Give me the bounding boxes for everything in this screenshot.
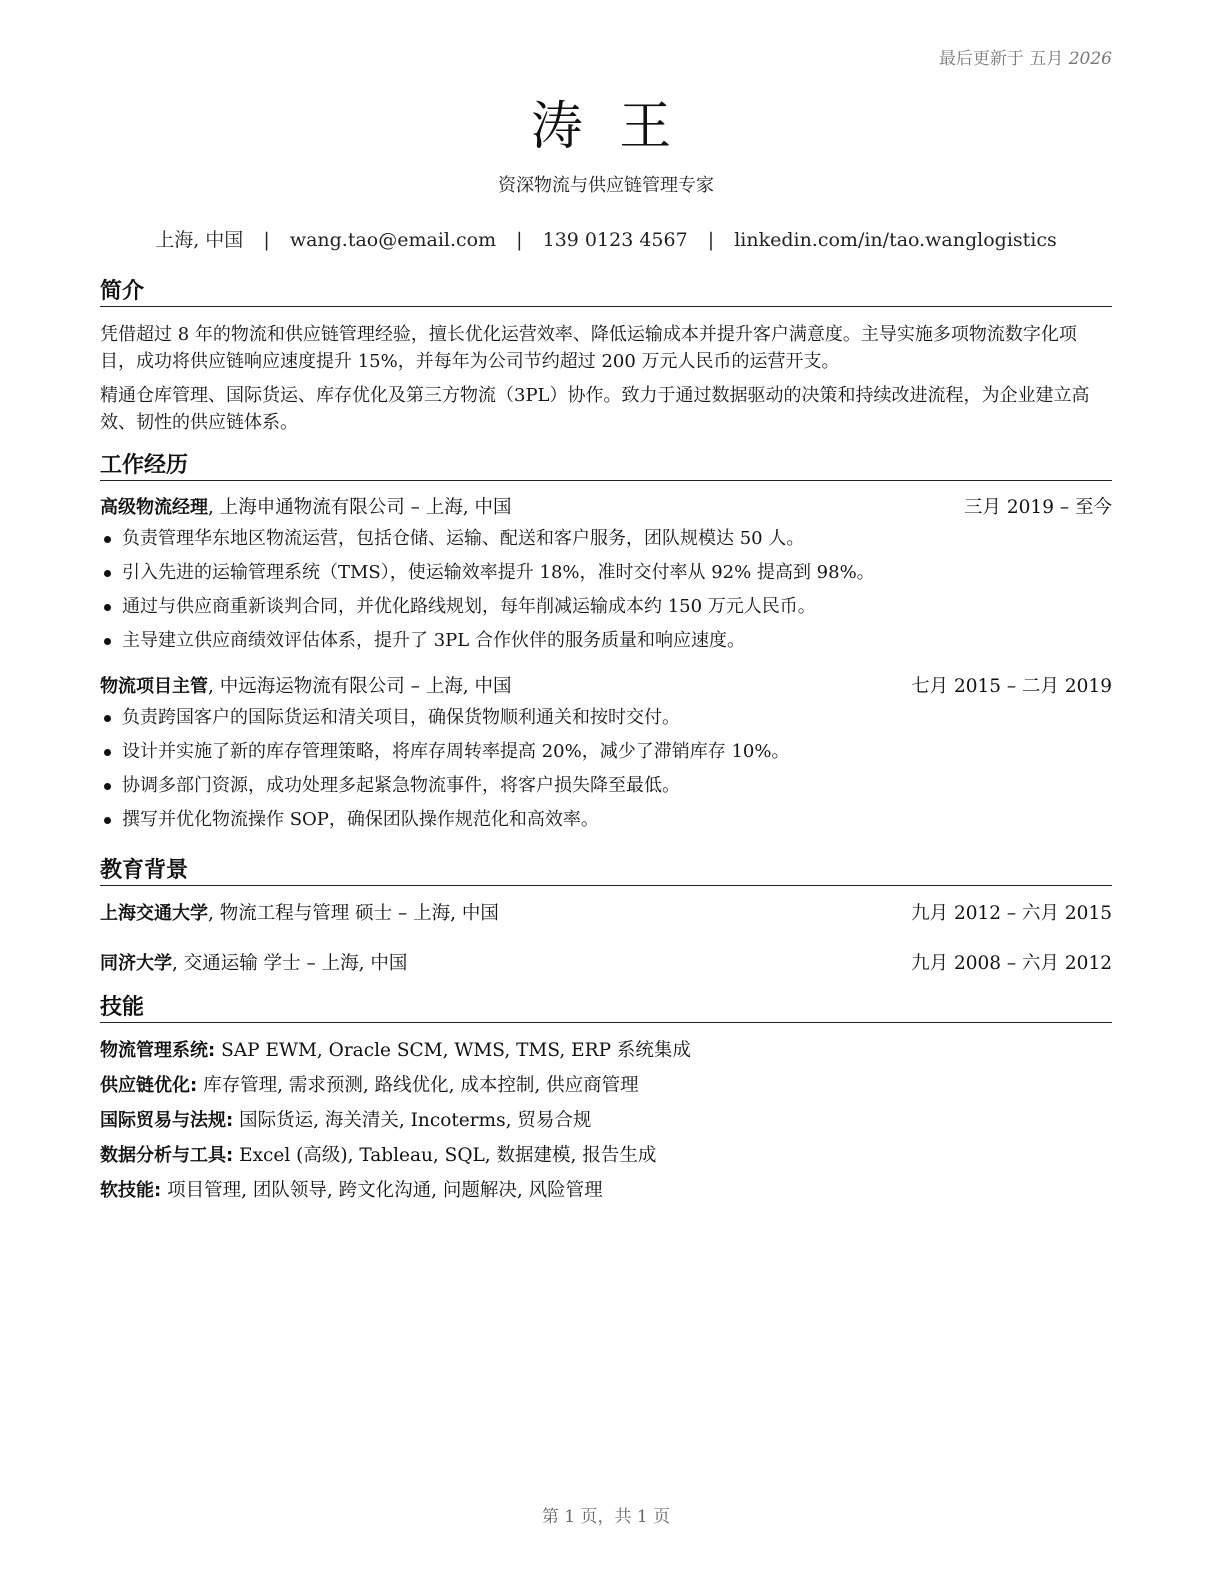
- skill-label: 数据分析与工具:: [100, 1145, 234, 1166]
- skill-row: [100, 1033, 1112, 1068]
- candidate-title: 资深物流与供应链管理专家: [498, 175, 714, 196]
- section-title-skills: 技能: [100, 994, 1112, 1023]
- job-entry: [100, 494, 1112, 658]
- job-bullet: 主导建立供应商绩效评估体系，提升了 3PL 合作伙伴的服务质量和响应速度。: [100, 624, 1112, 658]
- skill-label: 软技能:: [100, 1180, 162, 1201]
- skill-value: SAP EWM, Oracle SCM, WMS, TMS, ERP 系统集成: [215, 1040, 691, 1061]
- contact-linkedin-link[interactable]: linkedin.com/in/tao.wanglogistics: [734, 229, 1057, 251]
- contact-separator: |: [516, 229, 523, 251]
- skill-value: Excel (高级), Tableau, SQL, 数据建模, 报告生成: [233, 1145, 657, 1166]
- resume-page: [100, 0, 1112, 1584]
- contact-separator: |: [707, 229, 715, 251]
- contact-separator: |: [263, 229, 270, 251]
- last-updated-label: 最后更新于 五月: [938, 49, 1064, 69]
- skill-row: [100, 1068, 1112, 1103]
- job-bullets: [100, 522, 1112, 658]
- skills-section: [100, 994, 1112, 1208]
- contact-email[interactable]: wang.tao@email.com: [289, 229, 497, 251]
- contact-location: 上海, 中国: [155, 229, 244, 251]
- summary-paragraph: 凭借超过 8 年的物流和供应链管理经验，擅长优化运营效率、降低运输成本并提升客户满意度。主导实施多项物流数字化项目，成功将供应链响应速度提升 15%，并每年为公司节约超过 200 万元人民币的运营开支。: [100, 324, 1077, 372]
- skill-row: [100, 1173, 1112, 1208]
- education-entry: [100, 900, 1112, 928]
- job-bullet: 设计并实施了新的库存管理策略，将库存周转率提高 20%，减少了滞销库存 10%。: [100, 735, 1112, 769]
- skill-row: [100, 1138, 1112, 1173]
- section-title-education: 教育背景: [100, 857, 1112, 886]
- job-company: , 上海申通物流有限公司 – 上海, 中国: [208, 497, 512, 518]
- last-updated-year: 2026: [1068, 49, 1112, 69]
- job-bullet: 负责跨国客户的国际货运和清关项目，确保货物顺利通关和按时交付。: [100, 701, 1112, 735]
- section-title-summary: 简介: [100, 278, 1112, 307]
- job-dates: 三月 2019 – 至今: [964, 497, 1112, 518]
- summary-paragraph: 精通仓库管理、国际货运、库存优化及第三方物流（3PL）协作。致力于通过数据驱动的决策和持续改进流程，为企业建立高效、韧性的供应链体系。: [100, 385, 1090, 433]
- job-bullet: 协调多部门资源，成功处理多起紧急物流事件，将客户损失降至最低。: [100, 769, 1112, 803]
- job-header: [100, 494, 1112, 522]
- job-bullet: 撰写并优化物流操作 SOP，确保团队操作规范化和高效率。: [100, 803, 1112, 837]
- skill-row: [100, 1103, 1112, 1138]
- skill-label: 国际贸易与法规:: [100, 1110, 234, 1131]
- job-bullets: [100, 701, 1112, 837]
- education-degree: , 交通运输 学士 – 上海, 中国: [172, 953, 408, 974]
- job-header: [100, 673, 1112, 701]
- skill-value: 国际货运, 海关清关, Incoterms, 贸易合规: [233, 1110, 592, 1131]
- skill-label: 物流管理系统:: [100, 1040, 216, 1061]
- education-degree: , 物流工程与管理 硕士 – 上海, 中国: [208, 903, 499, 924]
- education-entry: [100, 950, 1112, 978]
- education-school: 同济大学: [100, 953, 172, 974]
- education-section: [100, 857, 1112, 978]
- job-bullet: 负责管理华东地区物流运营，包括仓储、运输、配送和客户服务，团队规模达 50 人。: [100, 522, 1112, 556]
- job-bullet: 通过与供应商重新谈判合同，并优化路线规划，每年削减运输成本约 150 万元人民币。: [100, 590, 1112, 624]
- education-school: 上海交通大学: [100, 903, 208, 924]
- summary-section: [100, 278, 1112, 436]
- contact-line: [100, 225, 1112, 252]
- skill-value: 库存管理, 需求预测, 路线优化, 成本控制, 供应商管理: [197, 1075, 639, 1096]
- job-role: 物流项目主管: [100, 676, 208, 697]
- experience-section: [100, 452, 1112, 837]
- job-role: 高级物流经理: [100, 497, 208, 518]
- section-title-experience: 工作经历: [100, 452, 1112, 481]
- skill-value: 项目管理, 团队领导, 跨文化沟通, 问题解决, 风险管理: [161, 1180, 603, 1201]
- education-dates: 九月 2008 – 六月 2012: [911, 953, 1112, 974]
- job-entry: [100, 673, 1112, 837]
- candidate-name: 涛 王: [530, 97, 682, 157]
- last-updated: [939, 44, 1112, 69]
- page-number: 第 1 页，共 1 页: [541, 1507, 671, 1527]
- job-dates: 七月 2015 – 二月 2019: [911, 676, 1112, 697]
- contact-phone: 139 0123 4567: [542, 229, 688, 251]
- job-company: , 中远海运物流有限公司 – 上海, 中国: [208, 676, 512, 697]
- skill-label: 供应链优化:: [100, 1075, 198, 1096]
- job-bullet: 引入先进的运输管理系统（TMS），使运输效率提升 18%，准时交付率从 92% 提高到 98%。: [100, 556, 1112, 590]
- education-dates: 九月 2012 – 六月 2015: [911, 903, 1112, 924]
